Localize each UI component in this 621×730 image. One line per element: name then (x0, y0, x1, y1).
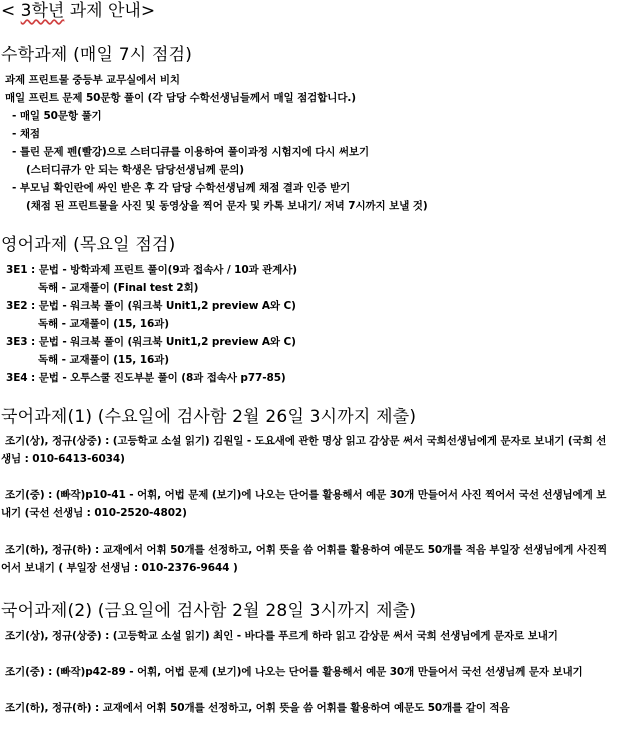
math-line: - 부모님 확인란에 싸인 받은 후 각 담당 수학선생님께 채점 결과 인증 받기 (12, 182, 351, 194)
english-line: 독해 - 교재풀이 (15, 16과) (38, 354, 169, 366)
korean2-item: 조기(중) : (빠작)p42-89 - 어휘, 어법 문제 (보기)에 나오는 단어를 활용해서 예문 30개 만들어서 국선 선생님께 문자 보내기 (5, 666, 583, 678)
korean2-item: 조기(하), 정규(하) : 교재에서 어휘 50개를 선정하고, 어휘 뜻을 씀 어휘를 활용하여 예문도 50개를 같이 적음 (5, 702, 510, 714)
math-line: (채점 된 프린트물을 사진 및 동영상을 찍어 문자 및 카톡 보내기/ 저녁 7시까지 보낼 것) (26, 200, 428, 212)
math-line: (스터디큐가 안 되는 학생은 담당선생님께 문의) (26, 164, 244, 176)
english-line: 독해 - 교재풀이 (Final test 2회) (38, 282, 199, 294)
english-line: 3E1 : 문법 - 방학과제 프린트 풀이(9과 접속사 / 10과 관계사) (6, 264, 297, 276)
english-line: 3E3 : 문법 - 워크북 풀이 (워크북 Unit1,2 preview A와 C) (6, 336, 296, 348)
english-line: 3E2 : 문법 - 워크북 풀이 (워크북 Unit1,2 preview A와 C) (6, 300, 296, 312)
page-title (1, 0, 155, 22)
math-heading: 수학과제 (매일 7시 점검) (1, 45, 193, 65)
korean1-heading: 국어과제(1) (수요일에 검사함 2월 26일 3시까지 제출) (1, 407, 417, 427)
math-line: - 틀린 문제 펜(빨강)으로 스터디큐를 이용하여 풀이과정 시험지에 다시 써보기 (12, 146, 369, 158)
math-line: - 채점 (12, 128, 40, 140)
title-rest: 과제 안내> (64, 1, 156, 21)
title-grade: 3학년 (20, 1, 65, 21)
korean2-item: 조기(상), 정규(상중) : (고등학교 소설 읽기) 최인 - 바다를 푸르게 하라 읽고 감상문 써서 국희 선생님에게 문자로 보내기 (5, 630, 558, 642)
korean1-item: 조기(중) : (빠작)p10-41 - 어휘, 어법 문제 (보기)에 나오는 단어를 활용해서 예문 30개 만들어서 사진 찍어서 국선 선생님에게 보내기 (국선 선생님 : 010-2520-4802) (1, 489, 607, 519)
english-line: 3E4 : 문법 - 오투스쿨 진도부분 풀이 (8과 접속사 p77-85) (6, 372, 286, 384)
title-prefix: < (1, 1, 21, 21)
korean1-item: 조기(하), 정규(하) : 교재에서 어휘 50개를 선정하고, 어휘 뜻을 씀 어휘를 활용하여 예문도 50개를 적음 부일장 선생님에게 사진찍어서 보내기 ( 부일장 선생님 : 010-2376-9644 ) (1, 544, 608, 574)
korean2-heading: 국어과제(2) (금요일에 검사함 2월 28일 3시까지 제출) (1, 601, 417, 621)
english-heading: 영어과제 (목요일 점검) (1, 235, 176, 255)
math-line: - 매일 50문항 풀기 (12, 110, 102, 122)
math-line: 과제 프린트물 중등부 교무실에서 비치 (5, 74, 180, 86)
english-line: 독해 - 교재풀이 (15, 16과) (38, 318, 169, 330)
math-line: 매일 프린트 문제 50문항 풀이 (각 담당 수학선생님들께서 매일 점검합니다.) (5, 92, 356, 104)
korean1-item: 조기(상), 정규(상중) : (고등학교 소설 읽기) 김원일 - 도요새에 관한 명상 읽고 감상문 써서 국희선생님에게 문자로 보내기 (국희 선생님 : 010-6413-6034) (1, 435, 607, 465)
